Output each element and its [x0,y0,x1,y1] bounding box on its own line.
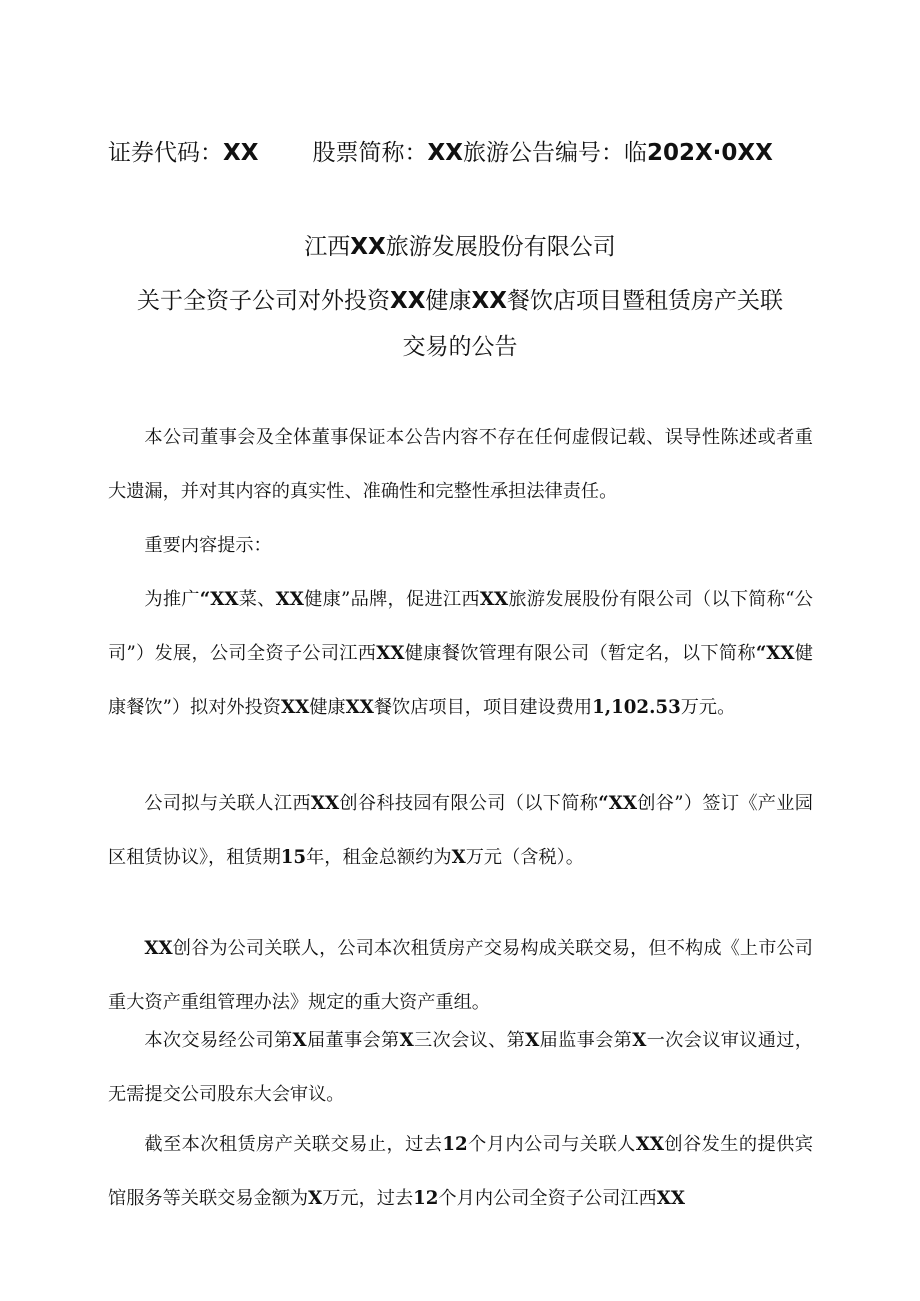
investment-paragraph: 为推广“XX菜、XX健康”品牌，促进江西XX旅游发展股份有限公司（以下简称“公司”）发展，公司全资子公司江西XX健康餐饮管理有限公司（暂定名，以下简称“XX健康餐饮”）拟对外投资XX健康XX餐饮店项目，项目建设费用1,102.53万元。 [108,589,813,718]
announcement-header [108,134,868,167]
disclaimer-paragraph: 本公司董事会及全体董事保证本公告内容不存在任何虚假记载、误导性陈述或者重大遗漏，并对其内容的真实性、准确性和完整性承担法律责任。 [108,427,813,502]
approval-paragraph: 本次交易经公司第X届董事会第X三次会议、第X届监事会第X一次会议审议通过，无需提交公司股东大会审议。 [108,1030,813,1105]
notice-number-label: 旅游公告编号：临 [462,140,647,166]
stock-short-value: XX [427,140,463,166]
stock-short-label: 股票简称： [312,140,428,166]
key-points-heading: 重要内容提示： [144,535,272,556]
stock-code-value: XX [223,140,259,166]
notice-number-value: 202X·0XX [646,140,773,166]
announcement-title-line-2: 交易的公告 [402,334,518,360]
related-party-paragraph: XX创谷为公司关联人，公司本次租赁房产交易构成关联交易，但不构成《上市公司重大资产重组管理办法》规定的重大资产重组。 [108,938,813,1013]
stock-code-label: 证券代码： [108,140,223,166]
lease-paragraph: 公司拟与关联人江西XX创谷科技园有限公司（以下简称“XX创谷”）签订《产业园区租赁协议》，租赁期15年，租金总额约为X万元（含税）。 [108,793,813,868]
past-transactions-paragraph: 截至本次租赁房产关联交易止，过去12个月内公司与关联人XX创谷发生的提供宾馆服务等关联交易金额为X万元，过去12个月内公司全资子公司江西XX [108,1134,813,1209]
company-title: 江西XX旅游发展股份有限公司 [304,234,616,260]
announcement-title-line-1: 关于全资子公司对外投资XX健康XX餐饮店项目暨租赁房产关联 [137,288,783,314]
